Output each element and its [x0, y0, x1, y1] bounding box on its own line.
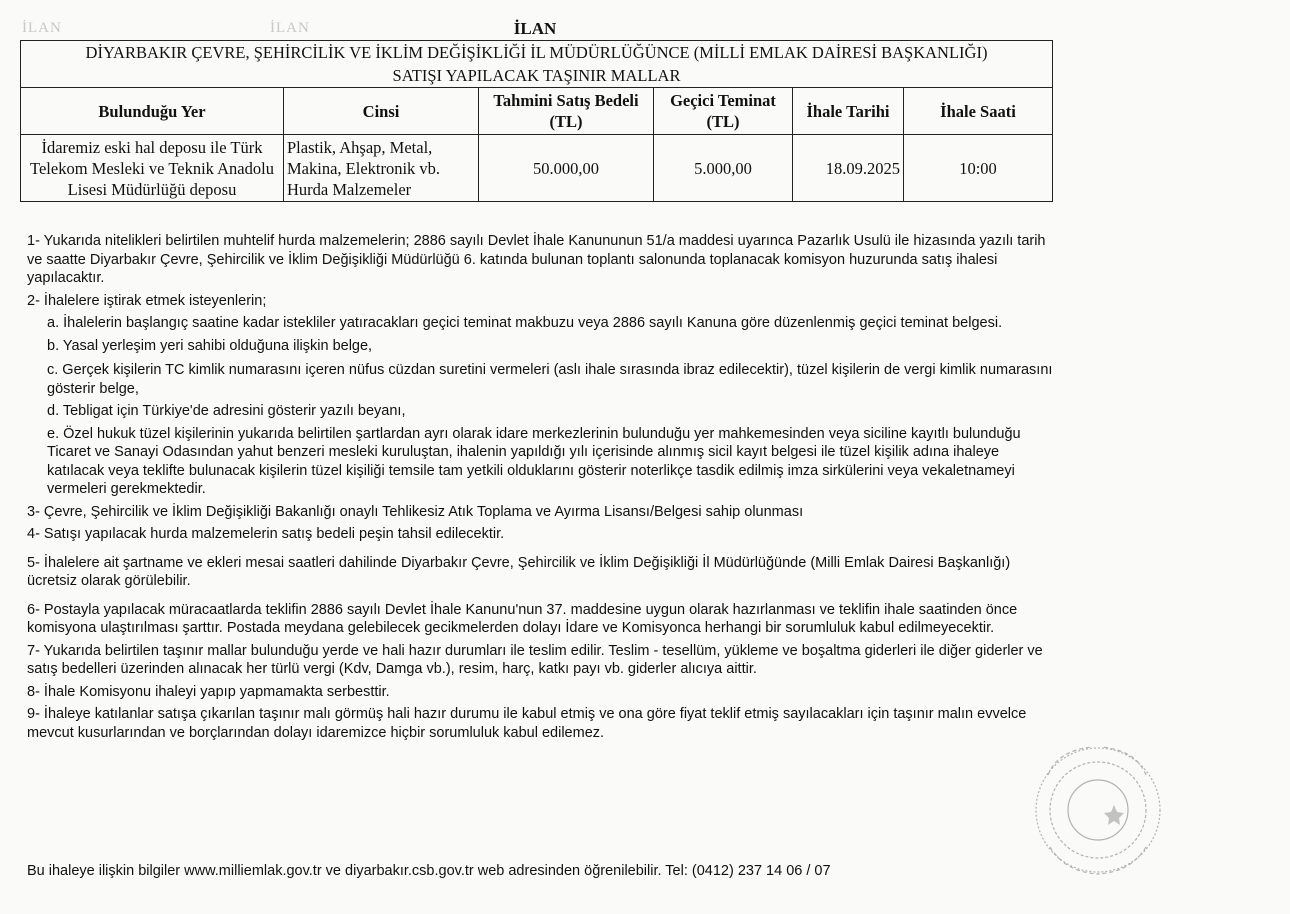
cell-deposit: 5.000,00	[654, 135, 793, 202]
document-title: İLAN	[513, 19, 557, 38]
paragraph-2c: c. Gerçek kişilerin TC kimlik numarasını içeren nüfus cüzdan suretini vermeleri (aslı ihale sırasında ibraz edilecektir), tüzel kişilerin de vergi kimlik numarasını gösterir belge,	[47, 362, 1053, 397]
paragraph-2e: e. Özel hukuk tüzel kişilerinin yukarıda belirtilen şartlardan ayrı olarak idare merkezlerinin bulunduğu yer mahkemesinden veya siciline kayıtlı bulunduğu Ticaret ve Sanayi Odasından yahut benzeri mesleki kuruluştan, ihalenin yapıldığı yılı içerisinde alınmış sicil kayıt belgesi ile tüzel kişilik adına ihaleye katılacak veya teklifte bulunacak kişilerin tüzel kişiliği temsile tam yetkili olduklarını gösterir noterlikçe tasdik edilmiş imza sirkülerini veya vekaletnameyi vermeleri gerekmektedir.	[47, 425, 1021, 497]
cell-date: 18.09.2025	[793, 135, 904, 202]
column-header-type: Cinsi	[284, 88, 479, 135]
paragraph-3: 3- Çevre, Şehircilik ve İklim Değişikliği Bakanlığı onaylı Tehlikesiz Atık Toplama ve Ayırma Lisansı/Belgesi sahip olunması	[27, 503, 804, 520]
ghost-text-right: İLAN	[270, 20, 310, 36]
cell-time: 10:00	[904, 135, 1053, 202]
paragraph-8: 8- İhale Komisyonu ihaleyi yapıp yapmamakta serbesttir.	[27, 683, 390, 700]
paragraph-2a: a. İhalelerin başlangıç saatine kadar istekliler yatıracakları geçici teminat makbuzu veya 2886 sayılı Kanuna göre düzenlenmiş geçici teminat belgesi.	[47, 315, 1003, 331]
institution-line: DİYARBAKIR ÇEVRE, ŞEHİRCİLİK VE İKLİM DEĞİŞİKLİĞİ İL MÜDÜRLÜĞÜNCE (MİLLİ EMLAK DAİRESİ BAŞKANLIĞI)	[85, 43, 988, 62]
contact-footer: Bu ihaleye ilişkin bilgiler www.milliemlak.gov.tr ve diyarbakır.csb.gov.tr web adresinden öğrenilebilir. Tel: (0412) 237 14 06 / 07	[27, 863, 831, 879]
paragraph-6: 6- Postayla yapılacak müracaatlarda teklifin 2886 sayılı Devlet İhale Kanunu'nun 37. maddesine uygun olarak hazırlanması ve teklifin ihale saatinden önce komisyona ulaştırılması şarttır. Postada meydana gelebilecek gecikmelerden dolayı İdare ve Komisyonca herhangi bir sorumluluk kabul edilmeyecektir.	[27, 601, 1018, 636]
paragraph-4: 4- Satışı yapılacak hurda malzemelerin satış bedeli peşin tahsil edilecektir.	[27, 526, 505, 542]
column-header-date: İhale Tarihi	[793, 88, 904, 135]
paragraph-7: 7- Yukarıda belirtilen taşınır mallar bulunduğu yerde ve hali hazır durumları ile teslim edilir. Teslim - tesellüm, yükleme ve boşaltma giderleri ile diğer giderler ve satış bedelleri üzerinden alınacak her türlü vergi (Kdv, Damga vb.), resim, harç, katkı payı vb. giderler alıcıya aittir.	[27, 642, 1043, 677]
paragraph-2d: d. Tebligat için Türkiye'de adresini gösterir yazılı beyanı,	[47, 403, 406, 419]
paragraph-5: 5- İhalelere ait şartname ve ekleri mesai saatleri dahilinde Diyarbakır Çevre, Şehircilik ve İklim Değişikliği İl Müdürlüğünde (Milli Emlak Dairesi Başkanlığı) ücretsiz olarak görülebilir.	[27, 554, 1011, 589]
cell-type: Plastik, Ahşap, Metal, Makina, Elektronik vb. Hurda Malzemeler	[284, 135, 479, 202]
conditions-text	[27, 232, 1057, 742]
subtitle-line: SATIŞI YAPILACAK TAŞINIR MALLAR	[392, 66, 681, 85]
official-seal-stamp	[1028, 735, 1168, 885]
auction-table	[20, 40, 1053, 202]
table-row	[21, 135, 1053, 202]
table-header-row	[21, 41, 1053, 88]
cell-location: İdaremiz eski hal deposu ile Türk Telekom Mesleki ve Teknik Anadolu Lisesi Müdürlüğü deposu	[21, 135, 284, 202]
paragraph-2: 2- İhalelere iştirak etmek isteyenlerin;	[27, 292, 267, 309]
paragraph-9: 9- İhaleye katılanlar satışa çıkarılan taşınır malı görmüş hali hazır durumu ile kabul etmiş ve ona göre fiyat teklif etmiş sayılacakları için taşınır malın evvelce mevcut kusurlarından ve borçlarından dolayı idaremizce hiçbir sorumluluk kabul edilemez.	[27, 706, 1027, 741]
ghost-text-left: İLAN	[22, 20, 62, 36]
column-header-location: Bulunduğu Yer	[21, 88, 284, 135]
column-header-time: İhale Saati	[904, 88, 1053, 135]
paragraph-2b: b. Yasal yerleşim yeri sahibi olduğuna ilişkin belge,	[47, 337, 373, 354]
table-header-cell	[21, 41, 1053, 88]
column-header-estimated-price: Tahmini Satış Bedeli (TL)	[479, 88, 654, 135]
cell-estimated-price: 50.000,00	[479, 135, 654, 202]
column-header-deposit: Geçici Teminat (TL)	[654, 88, 793, 135]
paragraph-1: 1- Yukarıda nitelikleri belirtilen muhtelif hurda malzemelerin; 2886 sayılı Devlet İhale Kanununun 51/a maddesi uyarınca Pazarlık Usulü ile hizasında yazılı tarih ve saatte Diyarbakır Çevre, Şehircilik ve İklim Değişikliği Müdürlüğü 6. katında bulunan toplantı salonunda toplanacak komisyon huzurunda satış ihalesi yapılacaktır.	[27, 233, 1046, 286]
column-header-row	[21, 88, 1053, 135]
